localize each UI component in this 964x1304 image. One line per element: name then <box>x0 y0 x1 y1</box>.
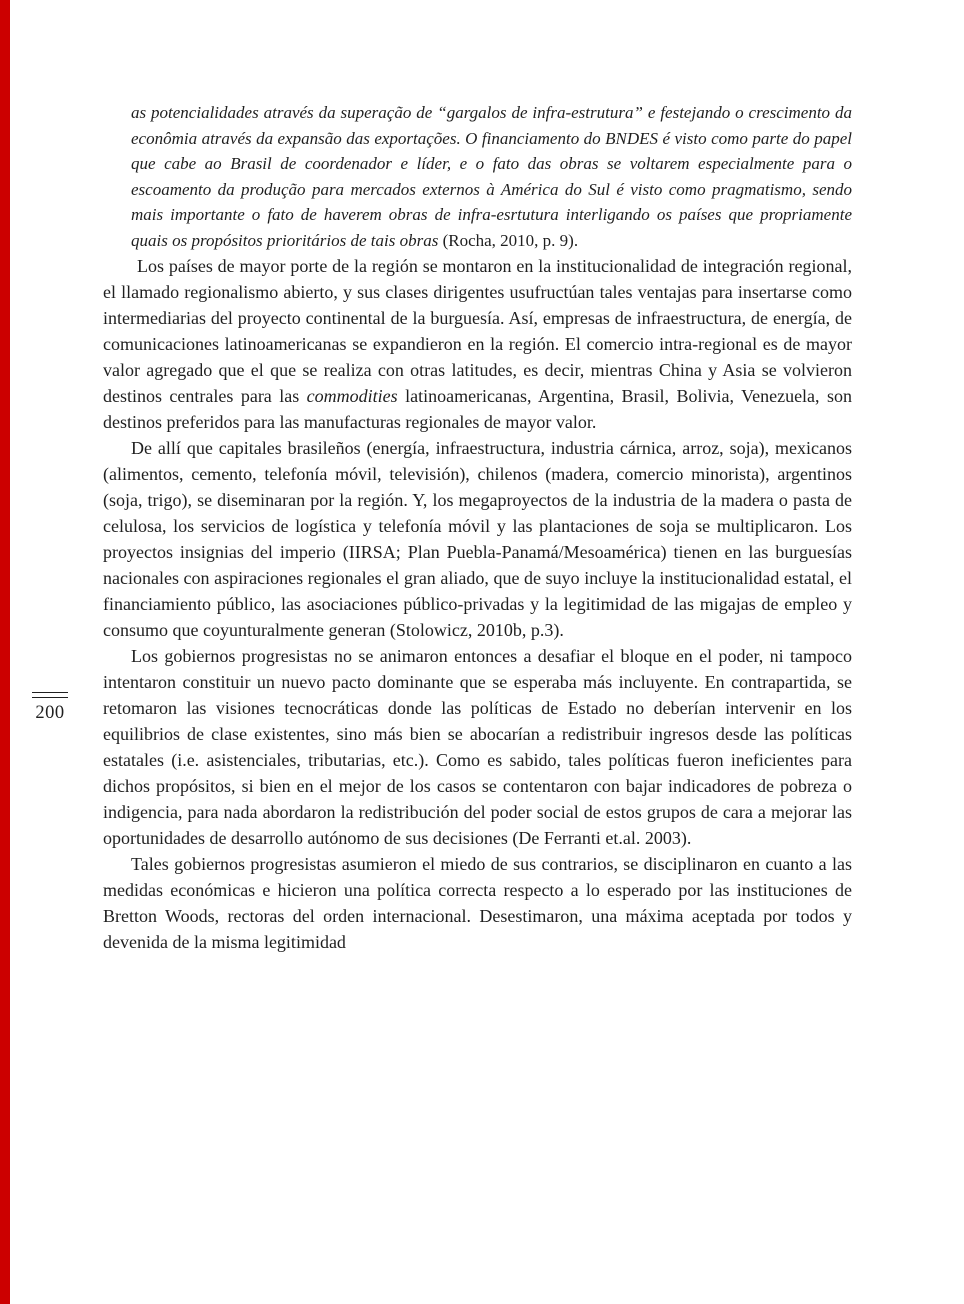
paragraph: Los gobiernos progresistas no se animaron entonces a desafiar el bloque en el poder, ni tampoco intentaron constituir un nuevo pacto dominante que se esperaba más incluyente. En contrapartida, se retomaron las visiones tecnocráticas donde las políticas de Estado no deberían intervenir en los equilibrios de clase existentes, sino más bien se abocarían a redistribuir ingresos desde las políticas estatales (i.e. asistenciales, tributarias, etc.). Como es sabido, tales políticas fueron ineficientes para dichos propósitos, si bien en el mejor de los casos se contentaron con bajar indicadores de pobreza o indigencia, para nada abordaron la redistribución del poder social de estos grupos de cara a mejorar las oportunidades de desarrollo autónomo de sus decisiones (De Ferranti et.al. 2003). <box>103 646 852 848</box>
paragraph: Tales gobiernos progresistas asumieron el miedo de sus contrarios, se disciplinaron en cuanto a las medidas económicas e hicieron una política correcta respecto a lo esperado por las instituciones de Bretton Woods, rectoras del orden internacional. Desestimaron, una máxima aceptada por todos y devenida de la misma legitimidad <box>103 854 852 952</box>
page-text-column <box>103 100 852 955</box>
paragraph: De allí que capitales brasileños (energía, infraestructura, industria cárnica, arroz, soja), mexicanos (alimentos, cemento, telefonía móvil, televisión), chilenos (madera, comercio minorista), argentinos (soja, trigo), se diseminaran por la región. Y, los megaproyectos de la industria de la madera o pasta de celulosa, los servicios de logística y telefonía móvil y las plantaciones de soja se multiplicaron. Los proyectos insignias del imperio (IIRSA; Plan Puebla-Panamá/Mesoamérica) tienen en las burguesías nacionales con aspiraciones regionales el gran aliado, que de suyo incluye la institucionalidad estatal, el financiamiento público, las asociaciones público-privadas y la legitimidad de las migajas de empleo y consumo que coyunturalmente generan (Stolowicz, 2010b, p.3). <box>103 438 852 640</box>
page-edge-accent-bar <box>0 0 10 1304</box>
page-number-rule <box>32 692 68 698</box>
block-quote-citation: (Rocha, 2010, p. 9). <box>438 230 579 250</box>
page-number: 200 <box>35 703 65 723</box>
italic-term: commodities <box>306 386 398 406</box>
paragraph-text: latinoamericanas, Argentina, Brasil, Bolivia, Venezuela, son destinos preferidos para las manufacturas regionales de mayor valor. <box>103 386 852 432</box>
block-quote-text: as potencialidades através da superação de “gargalos de infra-estrutura” e festejando o crescimento da econômia através da expansão das exportações. O financiamento do BNDES é visto como parte do papel que cabe ao Brasil de coordenador e líder, e o fato das obras se voltarem especialmente para o escoamento da produção para mercados externos à América do Sul é visto como pragmatismo, sendo mais importante o fato de haverem obras de infra-esrtutura interligando os países que propriamente quais os propósitos prioritários de tais obras <box>131 103 852 250</box>
page-number-block <box>32 692 68 724</box>
block-quote <box>131 100 852 253</box>
paragraph-text: Los países de mayor porte de la región se montaron en la institucionalidad de integración regional, el llamado regionalismo abierto, y sus clases dirigentes usufructúan tales ventajas para insertarse como intermediarias del proyecto continental de la burguesía. Así, empresas de infraestructura, de energía, de comunicaciones latinoamericanas se expandieron en la región. El comercio intra-regional es de mayor valor agregado que el que se realiza con otras latitudes, es decir, mientras China y Asia se volvieron destinos centrales para las <box>103 256 852 406</box>
paragraph <box>103 253 852 435</box>
